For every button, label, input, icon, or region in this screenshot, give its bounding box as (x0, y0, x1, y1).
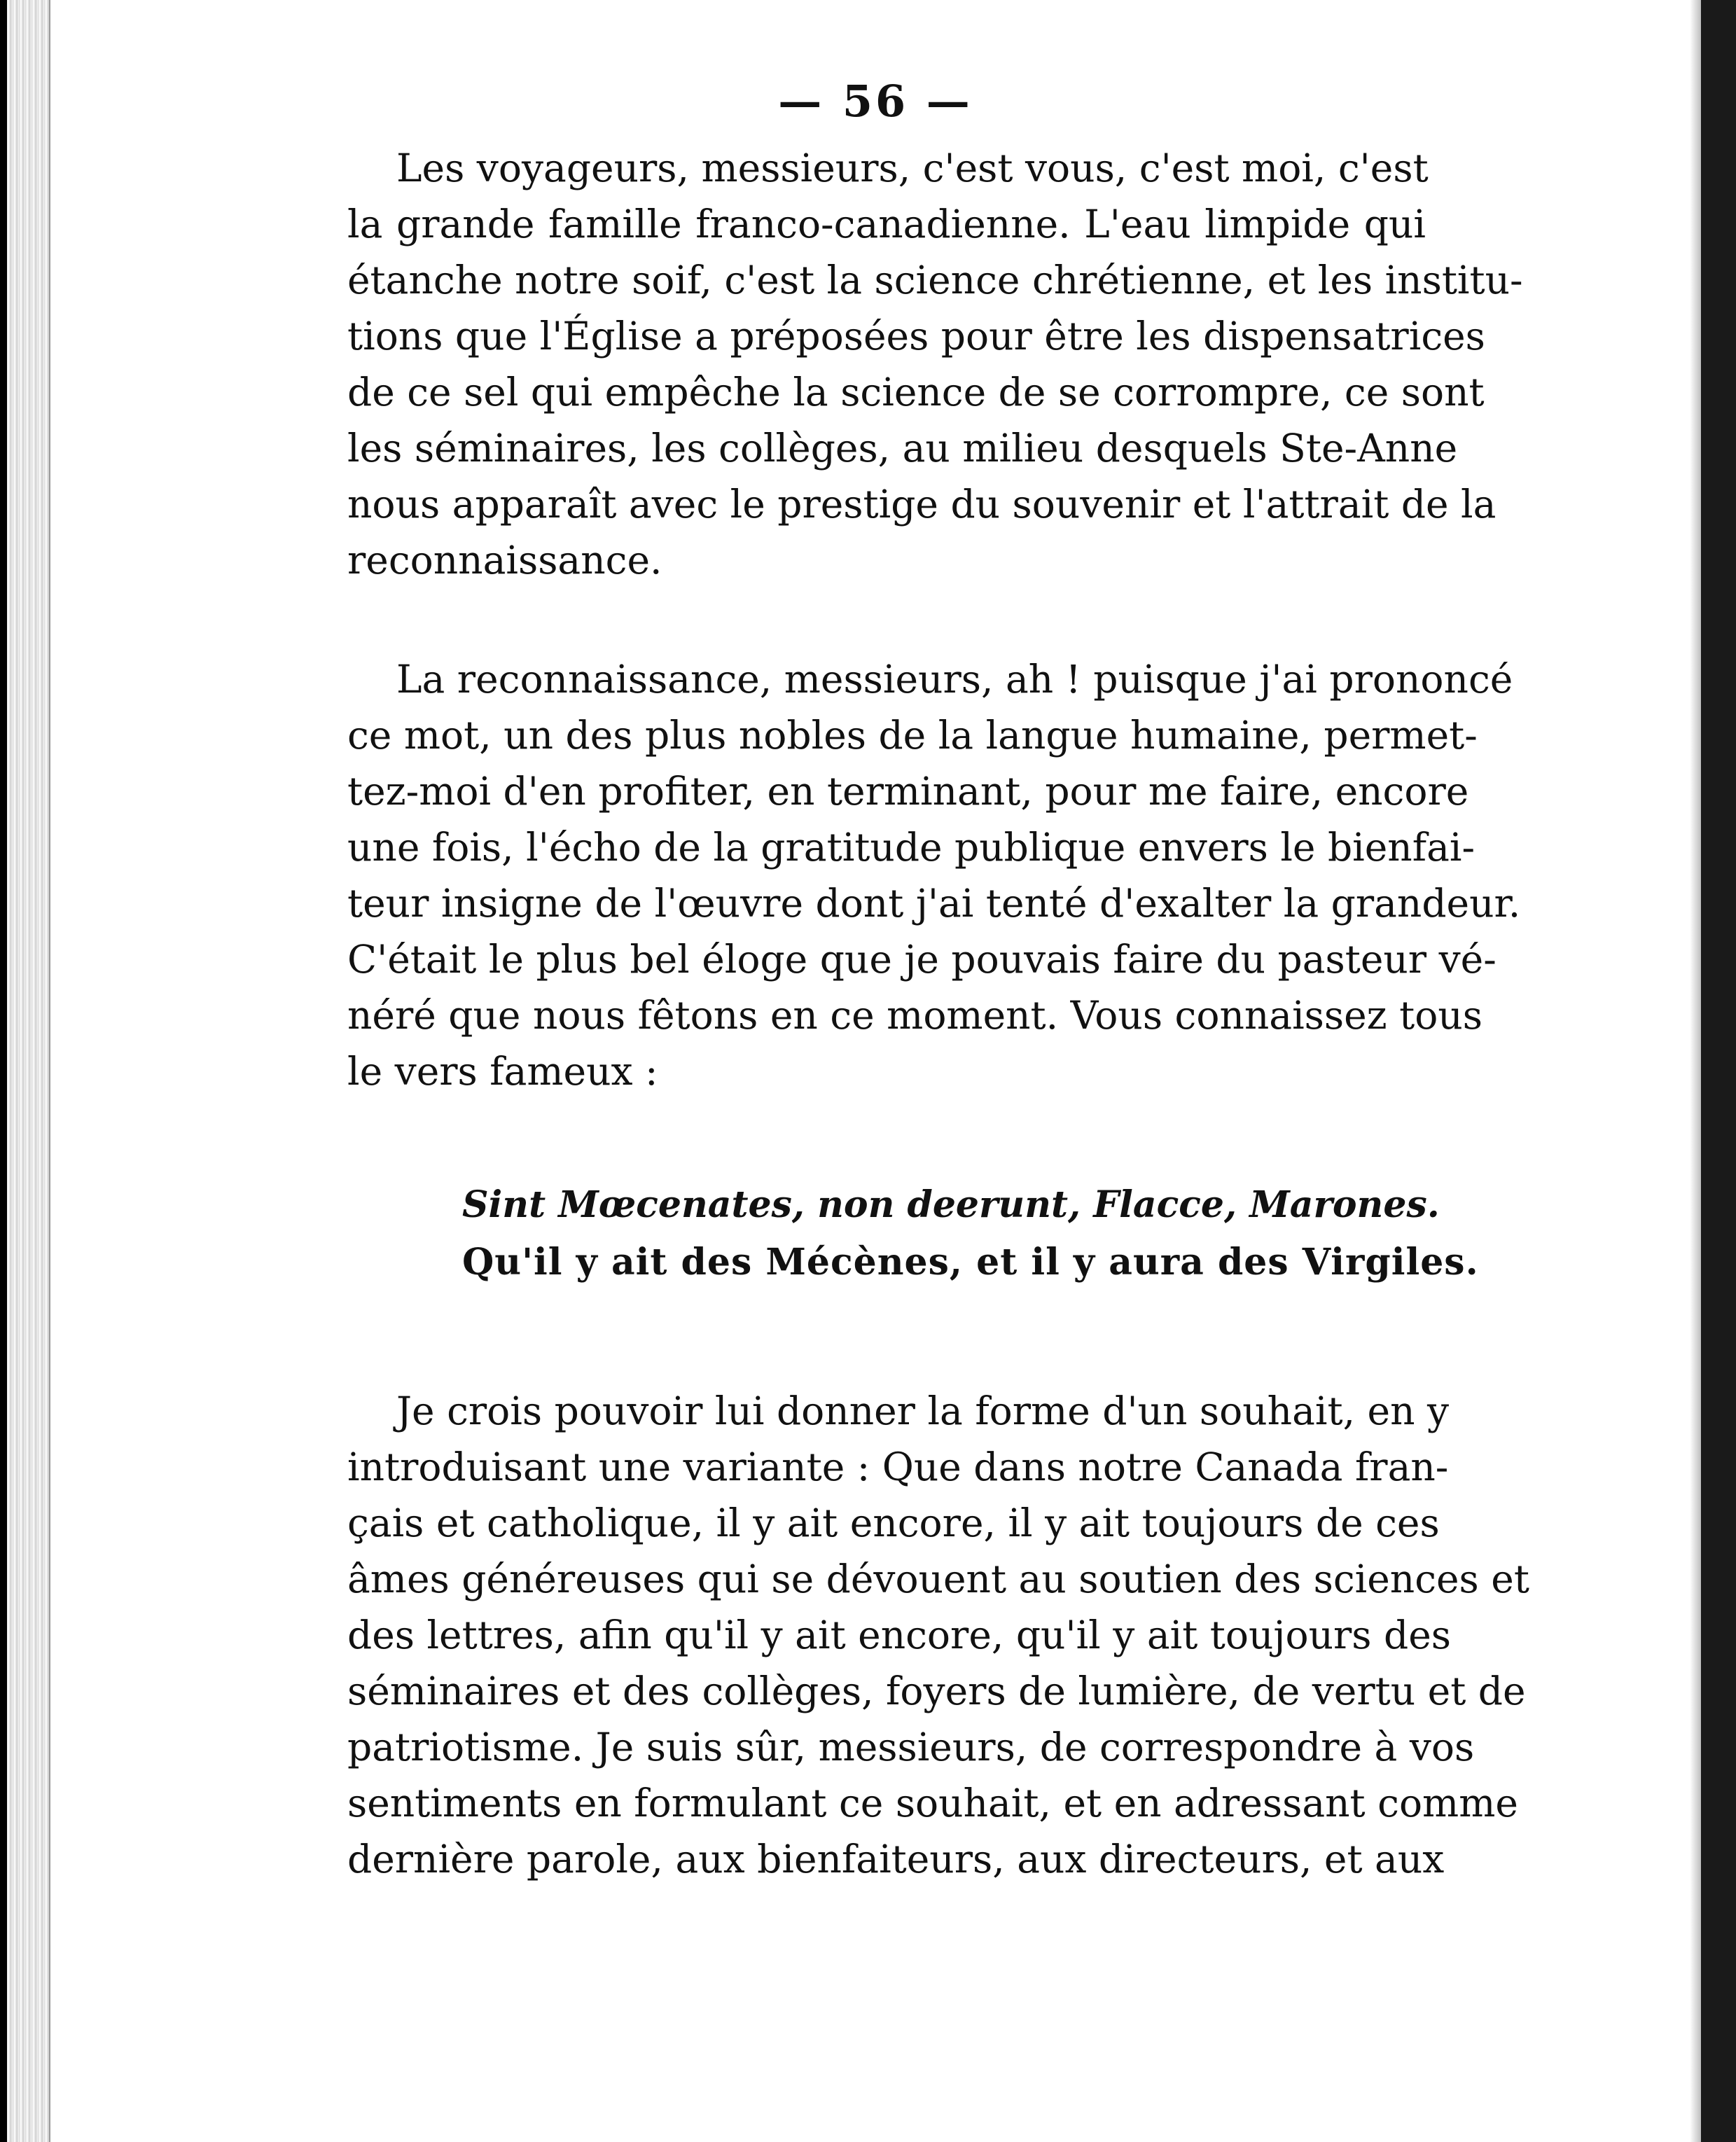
book-gutter-left (0, 0, 50, 2142)
text-line: dernière parole, aux bienfaiteurs, aux directeurs, et aux (347, 1837, 1445, 1882)
text-line: introduisant une variante : Que dans notre Canada fran- (347, 1445, 1449, 1489)
page-content (308, 56, 1529, 2073)
text-line: une fois, l'écho de la gratitude publique envers le bienfai- (347, 825, 1475, 870)
scan-edge-right (1701, 0, 1736, 2142)
text-line: le vers fameux : (347, 1049, 658, 1094)
text-line: patriotisme. Je suis sûr, messieurs, de correspondre à vos (347, 1725, 1475, 1769)
text-line: Je crois pouvoir lui donner la forme d'un souhait, en y (396, 1389, 1450, 1433)
scan-edge-left (0, 0, 7, 2142)
text-line: des lettres, afin qu'il y ait encore, qu'il y ait toujours des (347, 1613, 1451, 1657)
text-line: la grande famille franco-canadienne. L'eau limpide qui (347, 202, 1426, 246)
text-line: La reconnaissance, messieurs, ah ! puisque j'ai prononcé (396, 657, 1513, 702)
paragraph-souhait (347, 1383, 1529, 1887)
paragraph-voyageurs (347, 140, 1523, 588)
text-line: tez-moi d'en profiter, en terminant, pour me faire, encore (347, 769, 1469, 814)
text-line: reconnaissance. (347, 538, 662, 583)
quote-latin-verse: Sint Mœcenates, non deerunt, Flacce, Marones. (462, 1183, 1440, 1226)
page-edge-right (1690, 0, 1701, 2142)
text-line: çais et catholique, il y ait encore, il y ait toujours de ces (347, 1501, 1440, 1545)
text-line: tions que l'Église a préposées pour être les dispensatrices (347, 314, 1485, 359)
text-line: de ce sel qui empêche la science de se corrompre, ce sont (347, 370, 1485, 415)
quote-french-translation: Qu'il y ait des Mécènes, et il y aura des Virgiles. (462, 1241, 1479, 1284)
page-number: — 56 — (778, 76, 973, 127)
text-line: ce mot, un des plus nobles de la langue humaine, permet- (347, 713, 1478, 758)
text-line: C'était le plus bel éloge que je pouvais faire du pasteur vé- (347, 937, 1497, 982)
text-line: teur insigne de l'œuvre dont j'ai tenté d'exalter la grandeur. (347, 881, 1521, 926)
text-line: séminaires et des collèges, foyers de lumière, de vertu et de (347, 1669, 1526, 1713)
paragraph-reconnaissance (347, 651, 1521, 1099)
text-line: sentiments en formulant ce souhait, et en adressant comme (347, 1781, 1518, 1825)
text-line: Les voyageurs, messieurs, c'est vous, c'est moi, c'est (396, 146, 1429, 190)
text-line: néré que nous fêtons en ce moment. Vous connaissez tous (347, 993, 1482, 1038)
text-line: âmes généreuses qui se dévouent au soutien des sciences et (347, 1557, 1529, 1601)
text-line: étanche notre soif, c'est la science chrétienne, et les institu- (347, 258, 1523, 302)
text-line: nous apparaît avec le prestige du souvenir et l'attrait de la (347, 482, 1497, 527)
text-line: les séminaires, les collèges, au milieu desquels Ste-Anne (347, 426, 1458, 471)
